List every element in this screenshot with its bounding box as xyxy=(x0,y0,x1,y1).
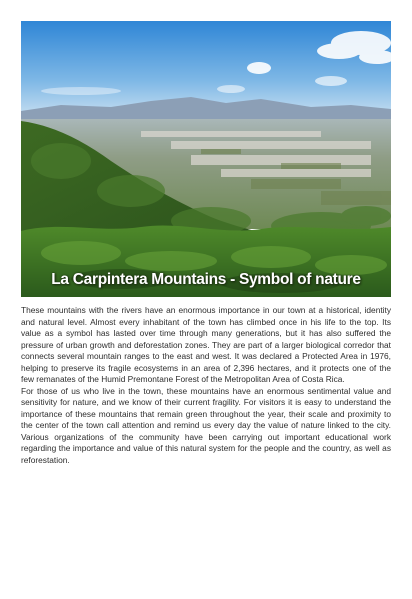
photo-caption: La Carpintera Mountains - Symbol of nature xyxy=(51,271,361,288)
article-paragraph: These mountains with the rivers have an enormous importance in our town at a historical, identity and natural level. Almost every inhabitant of the town has climbed once in his life to the top. Its value as a symbol has lasted over time through many generations, but it has also suffered the pressure of urban growth and deforestation zones. They are part of a larger biological corredor that connects several mountain ranges to the east and west. It was declared a Protected Area in 1976, helping to preserve its fragile ecosystems in an area of 2,396 hectares, and it protects one of the few remanates of the Humid Premontane Forest of the Metropolitan Area of Costa Rica. xyxy=(21,305,391,384)
landscape-photo xyxy=(21,21,391,297)
article-paragraph: For those of us who live in the town, these mountains have an enormous sentimental value and sensitivity for nature, and we know of their current fragility. For visitors it is easy to understand the importance of these mountains that remain green throughout the year, their scale and proximity to the center of the town call attention and remind us every day the value of nature linked to the city. Various organizations of the community have been carrying out important educational work regarding the importance and value of this natural system for the people and the country, as well as reforestation. xyxy=(21,385,391,465)
mountain-landscape-image xyxy=(21,21,391,297)
article-body xyxy=(21,305,391,466)
